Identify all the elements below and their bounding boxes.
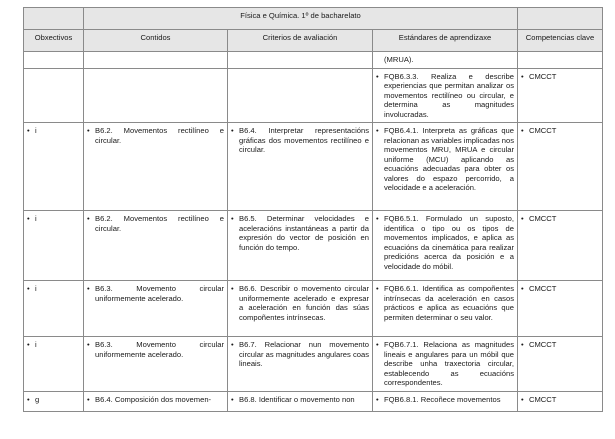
bullet-item — [231, 284, 369, 322]
competence-cell — [518, 337, 603, 392]
bullet-item — [231, 340, 369, 369]
competence-cell — [518, 68, 603, 123]
header-contents: Contidos — [84, 30, 228, 52]
competence-cell — [518, 391, 603, 411]
bullet-dot: • — [376, 71, 379, 81]
objective-cell — [24, 52, 84, 69]
title-right-cell — [518, 8, 603, 30]
content-cell — [84, 123, 228, 211]
bullet-item — [231, 395, 369, 405]
bullet-item — [27, 395, 80, 405]
content-cell — [84, 68, 228, 123]
table-title-row — [24, 8, 603, 30]
bullet-dot: • — [376, 284, 379, 293]
bullet-dot: • — [521, 284, 524, 293]
bullet-dot: • — [231, 126, 234, 135]
bullet-dot: • — [27, 284, 30, 293]
standard-cell — [373, 52, 518, 69]
title-corner-cell — [24, 8, 84, 30]
bullet-dot: • — [87, 126, 90, 135]
content-cell — [84, 391, 228, 411]
bullet-item — [27, 340, 80, 350]
header-competences: Competencias clave — [518, 30, 603, 52]
table-body — [24, 52, 603, 412]
objective-cell — [24, 391, 84, 411]
bullet-dot: • — [376, 340, 379, 349]
criterion-cell-text: B6.7. Relacionar nun movemento circular as magnitudes angulares coas lineais. — [239, 340, 369, 368]
bullet-dot: • — [521, 394, 524, 404]
criterion-cell — [228, 52, 373, 69]
criterion-cell — [228, 211, 373, 281]
standard-cell — [373, 391, 518, 411]
criterion-cell-text: B6.5. Determinar velocidades e aceleracións instantáneas a partir da expresión do vector de posición en función do tempo. — [239, 214, 369, 252]
bullet-item — [521, 214, 599, 224]
standard-cell-text: FQB6.6.1. Identifica as compoñentes intrínsecas da aceleración en casos prácticos e aplica as ecuacións que permiten determinar o seu valor. — [384, 284, 514, 322]
content-cell-text: B6.3. Movemento circular uniformemente acelerado. — [95, 284, 224, 303]
standard-cell-text: FQB6.5.1. Formulado un suposto, identifica o tipo ou os tipos de movementos implicados, e aplica as ecuacións da cinemática para realizar predicións acerca da posición e a velocidade do móbil. — [384, 214, 514, 271]
bullet-dot: • — [376, 126, 379, 135]
bullet-dot: • — [27, 394, 30, 404]
bullet-item — [87, 395, 224, 405]
objective-cell — [24, 123, 84, 211]
bullet-item — [376, 395, 514, 405]
bullet-dot: • — [521, 214, 524, 223]
competence-cell-text: CMCCT — [529, 340, 557, 349]
criterion-cell-text: B6.6. Describir o movemento circular uniformemente acelerado e expresar a aceleración en función das súas compoñentes intrínsecas. — [239, 284, 369, 322]
competence-cell-text: CMCCT — [529, 284, 557, 293]
bullet-dot: • — [87, 284, 90, 293]
standard-cell — [373, 281, 518, 337]
objective-cell — [24, 281, 84, 337]
bullet-dot: • — [27, 214, 30, 223]
criterion-cell — [228, 337, 373, 392]
bullet-dot: • — [231, 214, 234, 223]
criterion-cell — [228, 281, 373, 337]
bullet-item — [231, 214, 369, 252]
header-objectives: Obxectivos — [24, 30, 84, 52]
objective-cell-text: g — [35, 394, 40, 404]
bullet-item — [376, 284, 514, 322]
table-row — [24, 391, 603, 411]
bullet-item — [376, 126, 514, 193]
column-header-row — [24, 30, 603, 52]
table-row — [24, 281, 603, 337]
table-row — [24, 211, 603, 281]
content-cell — [84, 337, 228, 392]
standard-cell-text: FQB6.8.1. Recoñece movementos — [384, 394, 501, 404]
criterion-cell — [228, 68, 373, 123]
content-cell — [84, 52, 228, 69]
bullet-dot: • — [87, 394, 90, 404]
objective-cell-text: i — [35, 126, 37, 135]
standard-cell — [373, 211, 518, 281]
bullet-item — [521, 126, 599, 136]
table-row — [24, 52, 603, 69]
bullet-dot: • — [521, 126, 524, 135]
criterion-cell-text: B6.8. Identificar o movemento non — [239, 394, 355, 404]
bullet-item — [521, 72, 599, 82]
bullet-item — [231, 126, 369, 155]
criterion-cell — [228, 123, 373, 211]
bullet-item — [87, 214, 224, 233]
objective-cell — [24, 68, 84, 123]
standard-cell-text: FQB6.7.1. Relaciona as magnitudes lineais e angulares para un móbil que describe unha traxectoria circular, establecendo as ecuacións correspondentes. — [384, 340, 514, 387]
bullet-dot: • — [376, 214, 379, 223]
bullet-item — [27, 126, 80, 136]
competence-cell — [518, 211, 603, 281]
bullet-dot: • — [27, 126, 30, 135]
objective-cell-text: i — [35, 284, 37, 293]
competence-cell — [518, 281, 603, 337]
bullet-item — [87, 340, 224, 359]
bullet-item — [521, 284, 599, 294]
bullet-dot: • — [521, 340, 524, 349]
bullet-dot: • — [87, 214, 90, 223]
objective-cell-text: i — [35, 340, 37, 349]
table-row — [24, 123, 603, 211]
bullet-dot: • — [231, 284, 234, 293]
objective-cell-text: i — [35, 214, 37, 223]
table-row — [24, 337, 603, 392]
header-criteria: Criterios de avaliación — [228, 30, 373, 52]
competence-cell-text: CMCCT — [529, 126, 557, 135]
bullet-item — [376, 214, 514, 271]
bullet-dot: • — [376, 394, 379, 404]
standard-cell — [373, 337, 518, 392]
competence-cell-text: CMCCT — [529, 71, 557, 81]
content-cell-text: B6.2. Movementos rectilíneo e circular. — [95, 126, 224, 145]
standard-cell — [373, 68, 518, 123]
bullet-item — [376, 340, 514, 388]
table-title: Física e Química. 1º de bacharelato — [84, 8, 518, 30]
bullet-dot: • — [231, 340, 234, 349]
competence-cell — [518, 52, 603, 69]
bullet-item — [87, 126, 224, 145]
content-cell — [84, 211, 228, 281]
table-row — [24, 68, 603, 123]
content-cell-text: B6.4. Composición dos movemen- — [95, 394, 212, 404]
standard-cell-text: FQB6.4.1. Interpreta as gráficas que relacionan as variables implicadas nos movementos MRU, MRUA e circular uniforme (MCU) aplicando as ecuacións adecuadas para obter os valores do espazo percorrido, a velocidade e a aceleración. — [384, 126, 515, 192]
content-cell-text: B6.2. Movementos rectilíneo e circular. — [95, 214, 224, 233]
bullet-item — [27, 214, 80, 224]
criterion-cell — [228, 391, 373, 411]
competence-cell-text: CMCCT — [529, 214, 557, 223]
header-standards: Estándares de aprendizaxe — [373, 30, 518, 52]
content-cell — [84, 281, 228, 337]
competence-cell — [518, 123, 603, 211]
standard-cell — [373, 123, 518, 211]
bullet-dot: • — [87, 340, 90, 349]
curriculum-table — [23, 7, 603, 412]
bullet-item — [27, 284, 80, 294]
standard-cell-text: FQB6.3.3. Realiza e describe experiencias que permitan analizar os movementos rectilíneo ou circular, e determina as magnitudes involucradas. — [384, 71, 514, 119]
bullet-item — [87, 284, 224, 303]
bullet-dot: • — [27, 340, 30, 349]
competence-cell-text: CMCCT — [529, 394, 557, 404]
objective-cell — [24, 211, 84, 281]
bullet-item — [521, 340, 599, 350]
bullet-item — [521, 395, 599, 405]
standard-cell-text: (MRUA). — [384, 55, 414, 64]
bullet-item — [376, 72, 514, 120]
criterion-cell-text: B6.4. Interpretar representacións gráficas dos movementos rectilíneo e circular. — [239, 126, 369, 154]
objective-cell — [24, 337, 84, 392]
content-cell-text: B6.3. Movemento circular uniformemente acelerado. — [95, 340, 224, 359]
bullet-dot: • — [231, 394, 234, 404]
bullet-dot: • — [521, 71, 524, 81]
